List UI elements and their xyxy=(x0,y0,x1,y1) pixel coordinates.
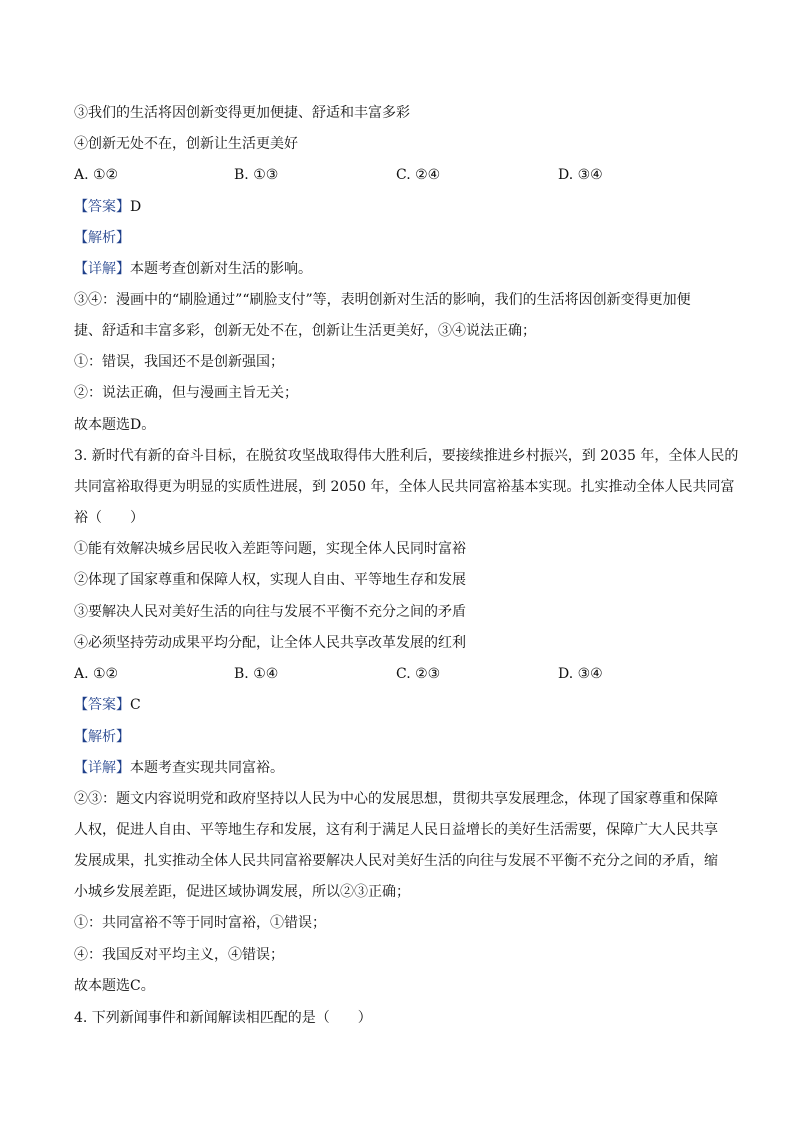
q3-detail-line-5: 小城乡发展差距，促进区域协调发展，所以②③正确； xyxy=(74,884,410,900)
q3-detail-line-7: ④：我国反对平均主义，④错误； xyxy=(74,947,284,963)
q2-detail-line-5: ②：说法正确，但与漫画主旨无关； xyxy=(74,385,298,401)
q2-choice-a: A. ①② xyxy=(74,167,119,183)
q2-answer-value: D xyxy=(130,199,142,215)
q3-answer-value: C xyxy=(130,697,141,713)
q2-choice-b: B. ①③ xyxy=(234,167,279,183)
q3-stem-line-2: 共同富裕取得更为明显的实质性进展，到 2050 年，全体人民共同富裕基本实现。扎实推动全体人民共同富 xyxy=(74,479,735,495)
q3-detail-line-8: 故本题选C。 xyxy=(74,978,155,994)
q2-option-3: ③我们的生活将因创新变得更加便捷、舒适和丰富多彩 xyxy=(74,105,410,121)
q3-detail-line-1: 【详解】本题考查实现共同富裕。 xyxy=(74,760,284,776)
q2-option-4: ④创新无处不在，创新让生活更美好 xyxy=(74,136,298,152)
q3-detail-line-2: ②③：题文内容说明党和政府坚持以人民为中心的发展思想，贯彻共享发展理念，体现了国家尊重和保障 xyxy=(74,791,718,807)
q3-choice-c: C. ②③ xyxy=(396,666,441,682)
q2-detail-line-6: 故本题选D。 xyxy=(74,417,156,433)
q3-option-1: ①能有效解决城乡居民收入差距等问题，实现全体人民同时富裕 xyxy=(74,541,466,557)
q3-choices xyxy=(74,664,724,684)
q2-detail-line-3: 捷、舒适和丰富多彩，创新无处不在，创新让生活更美好，③④说法正确； xyxy=(74,323,536,339)
q2-answer-tag: 【答案】 xyxy=(74,199,130,215)
q2-choice-c: C. ②④ xyxy=(396,167,441,183)
q3-detail-tag: 【详解】 xyxy=(74,760,130,776)
q2-detail-tag: 【详解】 xyxy=(74,261,130,277)
q2-choice-d: D. ③④ xyxy=(558,167,603,183)
q3-answer xyxy=(74,695,724,715)
q3-detail-line-3: 人权，促进人自由、平等地生存和发展，这有利于满足人民日益增长的美好生活需要，保障广大人民共享 xyxy=(74,822,718,838)
q4-stem: 4. 下列新闻事件和新闻解读相匹配的是（ ） xyxy=(74,1010,372,1026)
q3-option-4: ④必须坚持劳动成果平均分配，让全体人民共享改革发展的红利 xyxy=(74,635,466,651)
q3-analysis-tag: 【解析】 xyxy=(74,729,130,745)
q3-choice-a: A. ①② xyxy=(74,666,119,682)
q2-analysis-tag: 【解析】 xyxy=(74,230,130,246)
q2-detail-line-1: 【详解】本题考查创新对生活的影响。 xyxy=(74,261,312,277)
q3-choice-d: D. ③④ xyxy=(558,666,603,682)
q2-detail-line-4: ①：错误，我国还不是创新强国； xyxy=(74,354,284,370)
q3-detail-line-4: 发展成果，扎实推动全体人民共同富裕要解决人民对美好生活的向往与发展不平衡不充分之间的矛盾，缩 xyxy=(74,853,718,869)
q3-stem-line-1: 3. 新时代有新的奋斗目标，在脱贫攻坚战取得伟大胜利后，要接续推进乡村振兴，到 2035 年，全体人民的 xyxy=(74,448,739,464)
q2-choices xyxy=(74,165,724,185)
q3-answer-tag: 【答案】 xyxy=(74,697,130,713)
q2-detail-line-2: ③④：漫画中的“刷脸通过”“刷脸支付”等，表明创新对生活的影响，我们的生活将因创新变得更加便 xyxy=(74,292,691,308)
q3-stem-line-3: 裕（ ） xyxy=(74,510,144,526)
q3-option-3: ③要解决人民对美好生活的向往与发展不平衡不充分之间的矛盾 xyxy=(74,604,466,620)
q3-choice-b: B. ①④ xyxy=(234,666,279,682)
q3-option-2: ②体现了国家尊重和保障人权，实现人自由、平等地生存和发展 xyxy=(74,572,466,588)
q3-detail-line-6: ①：共同富裕不等于同时富裕，①错误； xyxy=(74,915,326,931)
q2-answer xyxy=(74,197,724,217)
